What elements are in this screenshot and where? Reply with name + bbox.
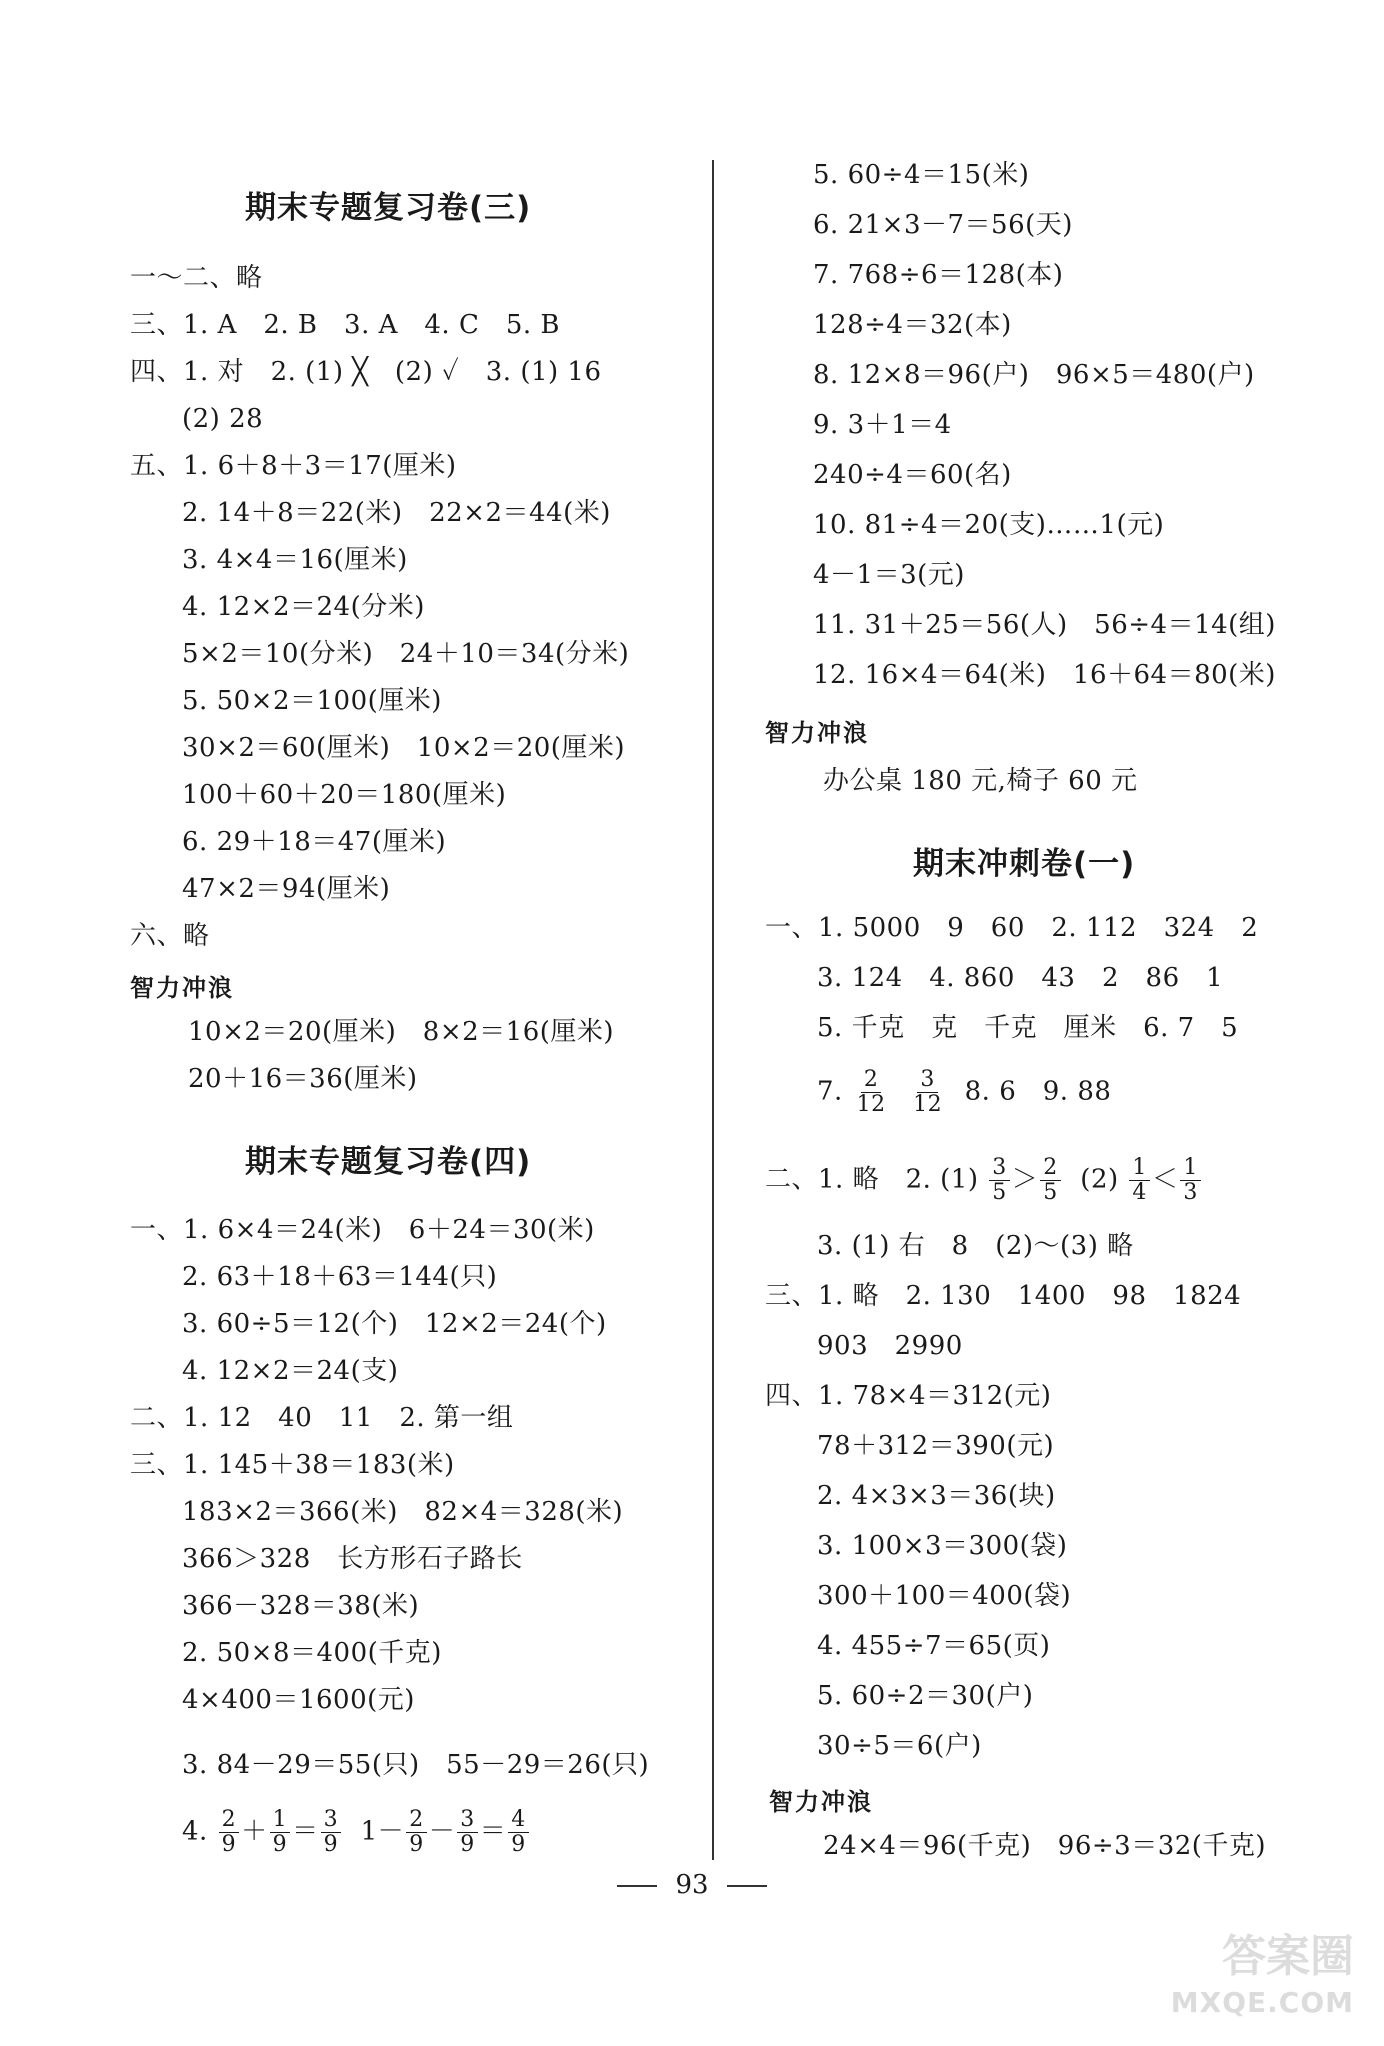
answer-line: 24×4＝96(千克) 96÷3＝32(千克) [823,1831,1267,1861]
answer-line: 3. 84－29＝55(只) 55－29＝26(只) [182,1750,650,1780]
fraction: $\frac{1}{9}$ [270,1808,291,1857]
answer-line: 5. 50×2＝100(厘米) [182,686,442,716]
section-heading-brain-surf: 智力冲浪 [765,719,869,747]
fraction-answer-line: 4. $\frac{2}{9}$ ＋ $\frac{1}{9}$ ＝ $\frac{3}{9}$ 1－ $\frac{2}{9}$ － $\frac{3}{9}$ ＝ $\frac{4}{9}$ [182,1808,531,1857]
answer-line: 5. 千克 克 千克 厘米 6. 7 5 [817,1013,1239,1043]
answer-line: 8. 12×8＝96(户) 96×5＝480(户) [813,360,1255,390]
fraction: $\frac{2}{9}$ [219,1808,240,1857]
answer-line: 2. 63＋18＋63＝144(只) [182,1262,498,1292]
fraction: $\frac{2}{5}$ [1040,1156,1061,1205]
fraction-answer-line: 二、1. 略 2. (1) $\frac{3}{5}$ ＞ $\frac{2}{5}$ (2) $\frac{1}{4}$ ＜ $\frac{1}{3}$ [765,1156,1203,1205]
answer-line: 4. 12×2＝24(分米) [182,592,425,622]
page-number-dash-left [617,1885,657,1887]
answer-line: 366＞328 长方形石子路长 [182,1544,523,1574]
answer-line: 903 2990 [817,1331,963,1361]
answer-line: 10×2＝20(厘米) 8×2＝16(厘米) [188,1017,615,1047]
fraction: $\frac{3}{12}$ [913,1067,943,1117]
answer-line: (2) 28 [182,404,264,434]
answer-line: 3. 4×4＝16(厘米) [182,545,408,575]
fraction-answer-line: 7. $\frac{2}{12}$ $\frac{3}{12}$ 8. 6 9. 88 [817,1067,1112,1117]
column-divider [712,160,714,1860]
answer-line: 10. 81÷4＝20(支)……1(元) [813,510,1165,540]
section-title-sprint-1: 期末冲刺卷(一) [913,846,1136,882]
answer-line: 30÷5＝6(户) [817,1731,982,1761]
answer-line: 6. 29＋18＝47(厘米) [182,827,447,857]
answer-line: 三、1. 145＋38＝183(米) [130,1450,455,1480]
answer-line: 9. 3＋1＝4 [813,410,952,440]
answer-line: 二、1. 12 40 11 2. 第一组 [130,1403,514,1433]
section-heading-brain-surf: 智力冲浪 [130,974,234,1002]
answer-line: 7. 768÷6＝128(本) [813,260,1064,290]
answer-line: 12. 16×4＝64(米) 16＋64＝80(米) [813,660,1276,690]
fraction: $\frac{1}{3}$ [1180,1156,1201,1205]
answer-line: 一、1. 6×4＝24(米) 6＋24＝30(米) [130,1215,595,1245]
answer-line: 5. 60÷2＝30(户) [817,1681,1034,1711]
answer-line: 2. 50×8＝400(千克) [182,1638,442,1668]
answer-line: 三、1. 略 2. 130 1400 98 1824 [765,1281,1242,1311]
answer-line: 300＋100＝400(袋) [817,1581,1072,1611]
answer-line: 4. 12×2＝24(支) [182,1356,399,1386]
page-number: 93 [0,1870,1384,1900]
answer-line: 3. 60÷5＝12(个) 12×2＝24(个) [182,1309,607,1339]
answer-line: 五、1. 6＋8＋3＝17(厘米) [130,451,457,481]
answer-line: 240÷4＝60(名) [813,460,1012,490]
fraction: $\frac{2}{9}$ [406,1808,427,1857]
answer-line: 3. 100×3＝300(袋) [817,1531,1068,1561]
fraction: $\frac{3}{9}$ [457,1808,478,1857]
watermark-logo: 答案圈 MXQE.COM [1170,1931,1354,2019]
answer-line: 办公桌 180 元,椅子 60 元 [823,766,1138,796]
answer-line: 5×2＝10(分米) 24＋10＝34(分米) [182,639,630,669]
fraction: $\frac{4}{9}$ [508,1808,529,1857]
answer-line: 47×2＝94(厘米) [182,874,391,904]
answer-line: 一～二、略 [130,263,263,293]
answer-line: 3. (1) 右 8 (2)～(3) 略 [817,1231,1134,1261]
answer-line: 六、略 [130,921,210,951]
answer-line: 11. 31＋25＝56(人) 56÷4＝14(组) [813,610,1276,640]
answer-line: 366－328＝38(米) [182,1591,420,1621]
answer-line: 5. 60÷4＝15(米) [813,160,1030,190]
section-title-review-4: 期末专题复习卷(四) [245,1144,532,1180]
fraction: $\frac{1}{4}$ [1129,1156,1150,1205]
answer-line: 4－1＝3(元) [813,560,965,590]
answer-line: 128÷4＝32(本) [813,310,1012,340]
section-title-review-3: 期末专题复习卷(三) [245,190,532,226]
answer-line: 78＋312＝390(元) [817,1431,1055,1461]
answer-line: 183×2＝366(米) 82×4＝328(米) [182,1497,624,1527]
answer-line: 3. 124 4. 860 43 2 86 1 [817,963,1224,993]
answer-line: 4. 455÷7＝65(页) [817,1631,1051,1661]
answer-line: 100＋60＋20＝180(厘米) [182,780,507,810]
answer-line: 6. 21×3－7＝56(天) [813,210,1073,240]
answer-line: 一、1. 5000 9 60 2. 112 324 2 [765,913,1259,943]
page-number-dash-right [727,1885,767,1887]
answer-line: 2. 4×3×3＝36(块) [817,1481,1056,1511]
answer-line: 三、1. A 2. B 3. A 4. C 5. B [130,310,561,340]
section-heading-brain-surf: 智力冲浪 [769,1788,873,1816]
fraction: $\frac{3}{5}$ [989,1156,1010,1205]
answer-line: 20＋16＝36(厘米) [188,1064,418,1094]
answer-line: 四、1. 对 2. (1) ╳ (2) ✓ 3. (1) 16 [130,357,602,387]
answer-line: 4×400＝1600(元) [182,1685,415,1715]
fraction: $\frac{2}{12}$ [856,1067,886,1117]
answer-line: 2. 14＋8＝22(米) 22×2＝44(米) [182,498,611,528]
fraction: $\frac{3}{9}$ [321,1808,342,1857]
answer-line: 四、1. 78×4＝312(元) [765,1381,1052,1411]
answer-line: 30×2＝60(厘米) 10×2＝20(厘米) [182,733,626,763]
